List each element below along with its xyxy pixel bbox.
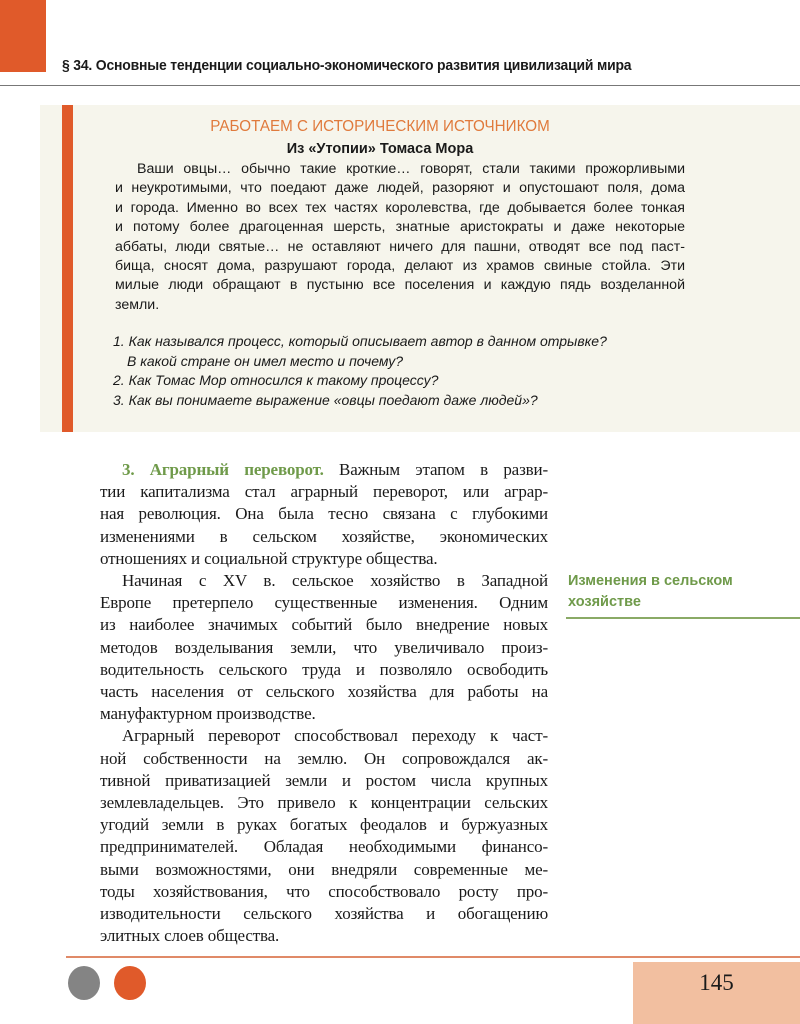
text-line: отношениях и социальной структуре общества.	[100, 548, 438, 568]
header-divider	[0, 85, 800, 86]
quote-line: и города. Именно во всех тех частях королевства, где добывается более тонкая	[115, 199, 685, 216]
text-line: мануфактурном производстве.	[100, 704, 316, 724]
quote-line: аббаты, люди святые… не оставляют ничего для пашни, отводят все под паст-	[115, 238, 685, 255]
quote-line: и потому более драгоценная шерсть, знатные аристократы и даже некоторые	[115, 219, 685, 236]
question-item: 1. Как назывался процесс, который описывает автор в данном отрывке?	[113, 333, 607, 349]
footer-divider	[66, 956, 800, 958]
header-accent-block	[0, 0, 46, 72]
grey-dot-icon	[68, 966, 100, 1000]
quote-line: земли.	[115, 296, 160, 313]
question-item: 3. Как вы понимаете выражение «овцы поедают даже людей»?	[113, 391, 538, 408]
page-number: 145	[699, 970, 734, 995]
text-line: предпринимателей. Обладая необходимыми финансо-	[100, 837, 548, 857]
text-line: изменениями в сельском хозяйстве, экономических	[100, 526, 548, 546]
text-line: тии капитализма стал аграрный переворот, или аграр-	[100, 482, 548, 502]
margin-note-line: Изменения в сельском	[568, 573, 733, 589]
text-line: ная революция. Она была тесно связана с глубокими	[100, 504, 548, 524]
text-line: Важным этапом в разви-	[323, 460, 548, 479]
section-heading: 3. Аграрный переворот.	[122, 460, 324, 479]
chapter-title: § 34. Основные тенденции социально-экономического развития цивилизаций мира	[62, 57, 632, 74]
source-box-subtitle: Из «Утопии» Томаса Мора	[286, 141, 474, 157]
text-line: методов возделывания земли, что увеличивало произ-	[100, 637, 548, 657]
text-line: Аграрный переворот способствовал переходу к част-	[122, 726, 548, 746]
text-line: водительность сельского труда и позволяло освободить	[100, 659, 548, 679]
quote-line: милые люди обращают в пустыню все поселения и каждую пядь возделанной	[115, 277, 685, 294]
quote-line: Ваши овцы… обычно такие кроткие… говорят, стали такими прожорливыми	[137, 161, 685, 177]
margin-note	[568, 571, 733, 613]
text-line: Начиная с XV в. сельское хозяйство в Западной	[122, 571, 548, 591]
text-line: изводительности сельского хозяйства и обогащению	[100, 904, 548, 924]
margin-note-underline	[566, 617, 800, 619]
text-line: тоды хозяйствования, что способствовало росту про-	[100, 881, 548, 901]
source-box-heading: РАБОТАЕМ С ИСТОРИЧЕСКИМ ИСТОЧНИКОМ	[210, 118, 550, 135]
question-item: 2. Как Томас Мор относился к такому процессу?	[113, 372, 439, 388]
questions-list	[113, 332, 693, 410]
quote-line: и неукротимыми, что поедают даже людей, разоряют и опустошают поля, дома	[115, 180, 685, 197]
text-line: выми возможностями, они внедряли современные ме-	[100, 859, 548, 879]
text-line: из наиболее значимых событий было внедрение новых	[100, 615, 548, 635]
text-line: часть населения от сельского хозяйства для работы на	[100, 682, 548, 702]
orange-dot-icon	[114, 966, 146, 1000]
question-item-continued: В какой стране он имел место и почему?	[127, 352, 404, 369]
quote-line: бища, сносят дома, разрушают города, делают из храмов свиные стойла. Эти	[115, 258, 685, 275]
text-line: Европе претерпело существенные изменения. Одним	[100, 593, 548, 613]
text-line: угодий земли в руках богатых феодалов и буржуазных	[100, 815, 548, 835]
text-line: элитных слоев общества.	[100, 926, 280, 946]
text-line: землевладельцев. Это привело к концентрации сельских	[100, 793, 548, 813]
main-text	[100, 459, 548, 947]
text-line: ной собственности на землю. Он сопровождался ак-	[100, 748, 548, 768]
margin-note-line: хозяйстве	[568, 594, 641, 610]
text-line: тивной приватизацией земли и ростом числа крупных	[100, 770, 548, 790]
source-quote	[115, 160, 685, 315]
